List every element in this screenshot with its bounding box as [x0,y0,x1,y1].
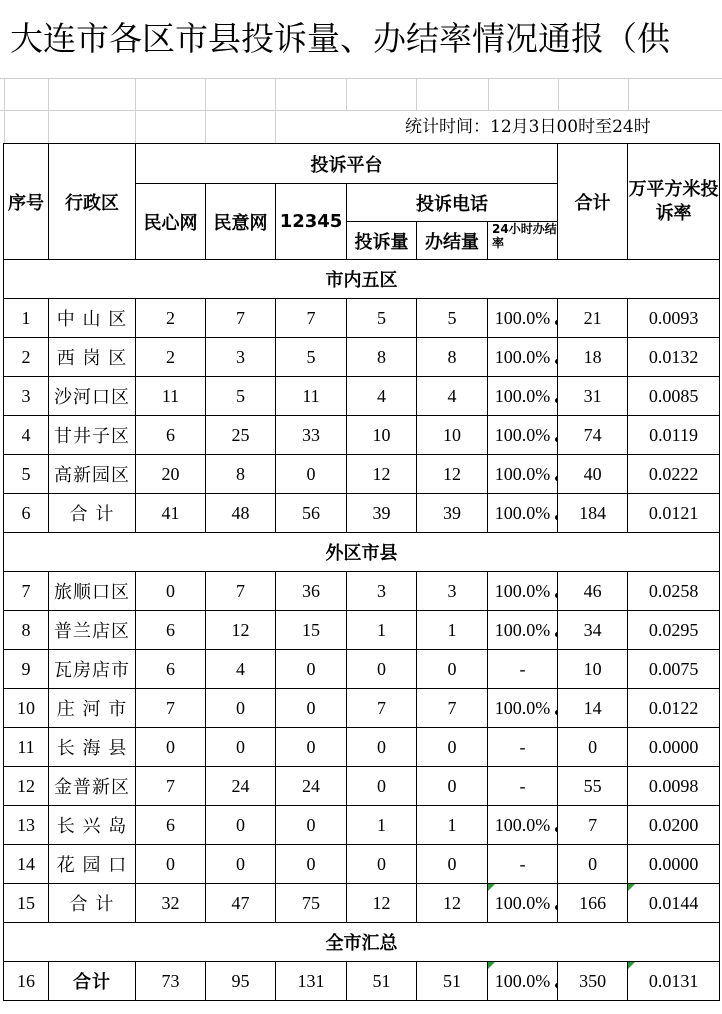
cell-hotline: 0 [276,455,347,494]
marker-dot [555,905,558,910]
cell-minxin: 0 [136,845,206,884]
rate-value: - [519,736,526,757]
marker-dot [555,827,558,832]
cell-per: 0.0075 [628,650,720,689]
cell-minyi: 47 [206,884,276,923]
table-row [4,806,720,845]
cell-district: 长 海 县 [49,728,136,767]
marker-dot [555,320,558,325]
header-per-area [628,144,720,260]
cell-seq: 3 [4,377,49,416]
cell-district: 合 计 [49,884,136,923]
cell-completed: 0 [417,728,488,767]
cell-minxin: 41 [136,494,206,533]
cell-minyi: 3 [206,338,276,377]
header-seq: 序号 [4,144,49,260]
table-row [4,884,720,923]
cell-seq: 2 [4,338,49,377]
cell-total: 166 [558,884,628,923]
cell-rate [488,338,558,377]
cell-completed: 5 [417,299,488,338]
cell-completed: 51 [417,962,488,1001]
rate-value: 100.0% [494,970,551,991]
rate-value: 100.0% [494,892,551,913]
cell-per: 0.0121 [628,494,720,533]
cell-per: 0.0258 [628,572,720,611]
table-row [4,455,720,494]
table-row [4,728,720,767]
cell-seq: 1 [4,299,49,338]
cell-completed: 1 [417,611,488,650]
cell-minyi: 0 [206,689,276,728]
cell-complaints: 12 [347,455,417,494]
header-rate24-text: 24小时办结率 [492,222,557,250]
per-area-value: 0.0144 [648,892,699,913]
cell-district: 合计 [49,962,136,1001]
cell-rate [488,650,558,689]
table-row [4,299,720,338]
table-row [4,611,720,650]
cell-hotline: 0 [276,650,347,689]
cell-completed: 7 [417,689,488,728]
cell-complaints: 1 [347,611,417,650]
cell-minxin: 6 [136,806,206,845]
per-area-value: 0.0131 [648,970,699,991]
cell-hotline: 36 [276,572,347,611]
comment-flag-icon [628,884,635,891]
cell-minxin: 11 [136,377,206,416]
cell-total: 14 [558,689,628,728]
cell-completed: 39 [417,494,488,533]
cell-hotline: 5 [276,338,347,377]
cell-hotline: 0 [276,728,347,767]
cell-district: 长 兴 岛 [49,806,136,845]
cell-complaints: 0 [347,767,417,806]
cell-total: 34 [558,611,628,650]
cell-completed: 1 [417,806,488,845]
cell-rate [488,728,558,767]
marker-dot [555,398,558,403]
cell-completed: 0 [417,845,488,884]
header-phone: 投诉电话 [347,184,558,222]
cell-minxin: 6 [136,611,206,650]
cell-hotline: 75 [276,884,347,923]
marker-dot [555,359,558,364]
report-title: 大连市各区市县投诉量、办结率情况通报（供 [10,19,670,58]
cell-seq: 4 [4,416,49,455]
table-row [4,767,720,806]
rate-value: 100.0% [494,424,551,445]
header-rate24 [488,222,558,260]
cell-rate [488,767,558,806]
cell-total: 350 [558,962,628,1001]
header-complaints: 投诉量 [347,222,417,260]
section-row [4,260,720,299]
comment-flag-icon [488,884,495,891]
cell-complaints: 7 [347,689,417,728]
cell-hotline: 131 [276,962,347,1001]
cell-minxin: 73 [136,962,206,1001]
cell-minxin: 6 [136,416,206,455]
table-row [4,572,720,611]
rate-value: 100.0% [494,580,551,601]
cell-total: 0 [558,845,628,884]
cell-rate [488,962,558,1001]
cell-complaints: 3 [347,572,417,611]
cell-per: 0.0200 [628,806,720,845]
cell-per: 0.0000 [628,728,720,767]
table-row [4,416,720,455]
cell-complaints: 10 [347,416,417,455]
marker-dot [555,983,558,988]
table-row [4,962,720,1001]
cell-complaints: 0 [347,728,417,767]
cell-per: 0.0098 [628,767,720,806]
cell-seq: 10 [4,689,49,728]
marker-dot [555,437,558,442]
section-title: 市内五区 [4,260,720,299]
cell-rate [488,611,558,650]
table-row [4,689,720,728]
cell-hotline: 0 [276,689,347,728]
cell-rate [488,689,558,728]
header-completed: 办结量 [417,222,488,260]
header-hotline: 12345 [276,184,347,260]
cell-district: 金普新区 [49,767,136,806]
cell-district: 花 园 口 [49,845,136,884]
cell-complaints: 4 [347,377,417,416]
table-row [4,377,720,416]
cell-minyi: 7 [206,572,276,611]
cell-hotline: 15 [276,611,347,650]
cell-complaints: 39 [347,494,417,533]
cell-complaints: 1 [347,806,417,845]
cell-seq: 7 [4,572,49,611]
cell-district: 普兰店区 [49,611,136,650]
cell-hotline: 0 [276,845,347,884]
cell-completed: 4 [417,377,488,416]
cell-seq: 9 [4,650,49,689]
table-row [4,494,720,533]
cell-hotline: 0 [276,806,347,845]
sheet-grid-row [0,78,722,111]
cell-per: 0.0119 [628,416,720,455]
cell-rate [488,377,558,416]
cell-per [628,884,720,923]
cell-total: 21 [558,299,628,338]
cell-total: 0 [558,728,628,767]
cell-district: 合 计 [49,494,136,533]
cell-district: 西 岗 区 [49,338,136,377]
cell-hotline: 11 [276,377,347,416]
cell-minyi: 12 [206,611,276,650]
cell-minyi: 4 [206,650,276,689]
cell-per: 0.0085 [628,377,720,416]
table-row [4,845,720,884]
cell-seq: 11 [4,728,49,767]
cell-minyi: 48 [206,494,276,533]
cell-minyi: 5 [206,377,276,416]
cell-seq: 5 [4,455,49,494]
header-district: 行政区 [49,144,136,260]
cell-minyi: 95 [206,962,276,1001]
complaints-table [3,143,720,1001]
cell-minxin: 20 [136,455,206,494]
rate-value: 100.0% [494,385,551,406]
rate-value: - [519,658,526,679]
cell-complaints: 0 [347,845,417,884]
rate-value: 100.0% [494,697,551,718]
cell-complaints: 0 [347,650,417,689]
cell-complaints: 5 [347,299,417,338]
cell-district: 甘井子区 [49,416,136,455]
cell-minxin: 0 [136,728,206,767]
cell-total: 55 [558,767,628,806]
cell-per [628,962,720,1001]
cell-hotline: 33 [276,416,347,455]
rate-value: 100.0% [494,307,551,328]
cell-rate [488,845,558,884]
marker-dot [555,710,558,715]
cell-minyi: 24 [206,767,276,806]
cell-hotline: 7 [276,299,347,338]
cell-minyi: 0 [206,845,276,884]
cell-minxin: 6 [136,650,206,689]
cell-rate [488,806,558,845]
cell-minyi: 7 [206,299,276,338]
cell-seq: 8 [4,611,49,650]
header-per-area-text: 万平方米投诉率 [628,178,719,224]
header-minxin: 民心网 [136,184,206,260]
cell-minyi: 8 [206,455,276,494]
table-row [4,650,720,689]
cell-per: 0.0000 [628,845,720,884]
section-row [4,533,720,572]
cell-per: 0.0132 [628,338,720,377]
marker-dot [555,515,558,520]
cell-minyi: 0 [206,806,276,845]
cell-total: 7 [558,806,628,845]
cell-seq: 15 [4,884,49,923]
cell-rate [488,299,558,338]
rate-value: 100.0% [494,814,551,835]
cell-seq: 13 [4,806,49,845]
header-minyi: 民意网 [206,184,276,260]
cell-district: 沙河口区 [49,377,136,416]
section-title: 全市汇总 [4,923,720,962]
cell-seq: 14 [4,845,49,884]
cell-complaints: 12 [347,884,417,923]
cell-total: 31 [558,377,628,416]
cell-rate [488,884,558,923]
cell-district: 瓦房店市 [49,650,136,689]
cell-completed: 10 [417,416,488,455]
rate-value: 100.0% [494,619,551,640]
cell-minxin: 32 [136,884,206,923]
cell-seq: 6 [4,494,49,533]
rate-value: - [519,853,526,874]
cell-complaints: 8 [347,338,417,377]
cell-minxin: 2 [136,338,206,377]
cell-total: 40 [558,455,628,494]
cell-hotline: 56 [276,494,347,533]
statistics-time: 统计时间：12月3日00时至24时 [405,117,651,137]
marker-dot [555,476,558,481]
comment-flag-icon [488,962,495,969]
cell-minxin: 7 [136,767,206,806]
cell-minxin: 0 [136,572,206,611]
cell-total: 184 [558,494,628,533]
rate-value: 100.0% [494,346,551,367]
cell-minyi: 25 [206,416,276,455]
cell-minyi: 0 [206,728,276,767]
rate-value: - [519,775,526,796]
cell-completed: 3 [417,572,488,611]
cell-completed: 0 [417,650,488,689]
cell-complaints: 51 [347,962,417,1001]
table-body [4,260,720,1001]
cell-completed: 12 [417,884,488,923]
header-total: 合计 [558,144,628,260]
cell-minxin: 2 [136,299,206,338]
cell-completed: 8 [417,338,488,377]
cell-total: 74 [558,416,628,455]
rate-value: 100.0% [494,502,551,523]
comment-flag-icon [628,962,635,969]
cell-district: 庄 河 市 [49,689,136,728]
marker-dot [555,593,558,598]
cell-total: 10 [558,650,628,689]
cell-per: 0.0295 [628,611,720,650]
cell-rate [488,416,558,455]
cell-completed: 0 [417,767,488,806]
cell-minxin: 7 [136,689,206,728]
cell-total: 18 [558,338,628,377]
marker-dot [555,632,558,637]
cell-seq: 12 [4,767,49,806]
cell-per: 0.0093 [628,299,720,338]
cell-hotline: 24 [276,767,347,806]
cell-rate [488,494,558,533]
cell-completed: 12 [417,455,488,494]
cell-total: 46 [558,572,628,611]
table-row [4,338,720,377]
section-row [4,923,720,962]
cell-seq: 16 [4,962,49,1001]
cell-rate [488,572,558,611]
cell-district: 高新园区 [49,455,136,494]
header-platform: 投诉平台 [136,144,558,184]
cell-district: 旅顺口区 [49,572,136,611]
section-title: 外区市县 [4,533,720,572]
cell-rate [488,455,558,494]
cell-district: 中 山 区 [49,299,136,338]
rate-value: 100.0% [494,463,551,484]
cell-per: 0.0122 [628,689,720,728]
cell-per: 0.0222 [628,455,720,494]
